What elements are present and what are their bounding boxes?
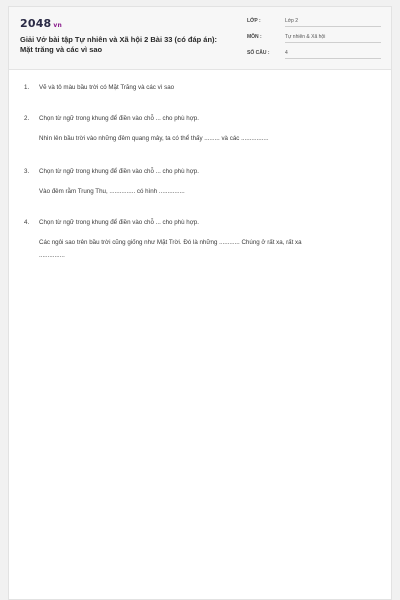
fill-in-sentence: Các ngôi sao trên bầu trời cũng giống như Mặt Trời. Đó là những ............ Chúng ở rất xa, rất xa <box>39 239 302 246</box>
fill-in-sentence-continued: ............... <box>39 252 65 259</box>
meta-subject-value: Tự nhiên & Xã hội <box>285 34 381 43</box>
logo-suffix: vn <box>53 22 63 29</box>
meta-question-count-label: SỐ CÂU : <box>247 50 270 56</box>
question-text: Vẽ và tô màu bầu trời có Mặt Trăng và các vì sao <box>39 84 175 91</box>
document-title-line-1: Giải Vở bài tập Tự nhiên và Xã hội 2 Bài 33 (có đáp án): <box>20 35 218 44</box>
meta-grade <box>247 18 383 30</box>
fill-in-sentence: Vào đêm rằm Trung Thu, ............... có hình ............... <box>39 188 185 195</box>
question-number: 1. <box>24 84 30 91</box>
meta-question-count-value: 4 <box>285 50 381 59</box>
worksheet-header <box>9 7 391 70</box>
meta-grade-value: Lớp 2 <box>285 18 381 27</box>
site-logo[interactable] <box>20 17 62 30</box>
meta-subject-label: MÔN : <box>247 34 262 40</box>
question-text: Chọn từ ngữ trong khung để điền vào chỗ ... cho phù hợp. <box>39 168 199 175</box>
document-title <box>20 35 240 55</box>
document-title-line-2: Mặt trăng và các vì sao <box>20 45 103 54</box>
question-number: 2. <box>24 115 30 122</box>
question-number: 4. <box>24 219 30 226</box>
question-number: 3. <box>24 168 30 175</box>
meta-subject <box>247 34 383 46</box>
fill-in-sentence: Nhìn lên bầu trời vào những đêm quang mây, ta có thể thấy ......... và các ................ <box>39 135 269 142</box>
meta-grade-label: LỚP : <box>247 18 261 24</box>
question-text: Chọn từ ngữ trong khung để điền vào chỗ ... cho phù hợp. <box>39 219 199 226</box>
worksheet-page <box>8 6 392 600</box>
logo-text: 2048 <box>20 17 52 30</box>
question-text: Chọn từ ngữ trong khung để điền vào chỗ ... cho phù hợp. <box>39 115 199 122</box>
meta-question-count <box>247 50 383 62</box>
